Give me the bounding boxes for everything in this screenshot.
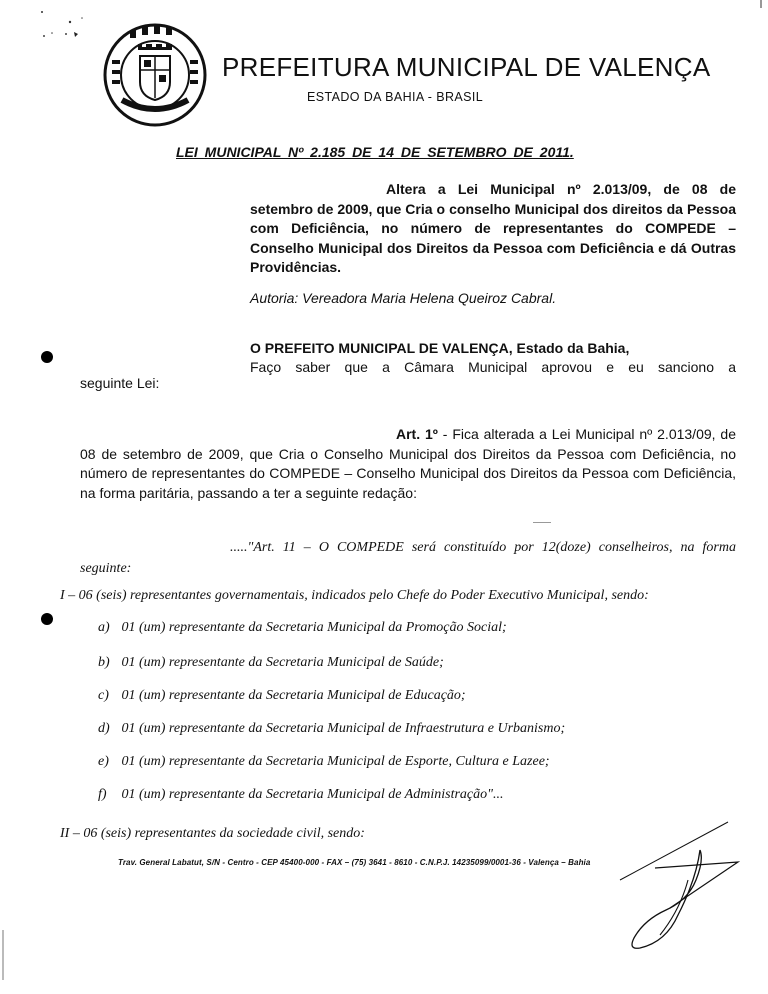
list-item-label: b) xyxy=(98,655,110,670)
inciso-1: I – 06 (seis) representantes governamentais, indicados pelo Chefe do Poder Executivo Municipal, sendo: xyxy=(60,588,649,603)
list-item-label: d) xyxy=(98,721,110,736)
municipal-seal-icon xyxy=(100,20,210,130)
header-subtitle: ESTADO DA BAHIA - BRASIL xyxy=(307,90,484,104)
handwritten-signature xyxy=(600,820,740,955)
scan-edge-mark xyxy=(760,0,762,8)
list-item-label: e) xyxy=(98,754,109,769)
list-item-text: 01 (um) representante da Secretaria Municipal de Educação; xyxy=(121,688,466,703)
preamble-line-2: Faço saber que a Câmara Municipal aprovou e eu sanciono a xyxy=(250,359,736,375)
law-summary xyxy=(250,180,736,278)
list-item-label: c) xyxy=(98,688,109,703)
scan-hole-punch xyxy=(41,613,53,625)
law-title: LEI MUNICIPAL Nº 2.185 DE 14 DE SETEMBRO DE 2011. xyxy=(176,144,574,160)
page-footer: Trav. General Labatut, S/N - Centro - CEP 45400-000 - FAX – (75) 3641 - 8610 - C.N.P.J. 14235099/0001-36 - Valença – Bahia xyxy=(118,858,591,867)
list-item xyxy=(98,721,565,737)
header-title: PREFEITURA MUNICIPAL DE VALENÇA xyxy=(222,52,711,82)
list-item-text: 01 (um) representante da Secretaria Municipal da Promoção Social; xyxy=(121,620,507,635)
list-item xyxy=(98,620,507,636)
scan-specks xyxy=(38,8,88,43)
law-author: Autoria: Vereadora Maria Helena Queiroz Cabral. xyxy=(250,290,557,306)
article-11 xyxy=(80,537,736,579)
article-1 xyxy=(80,425,736,503)
inciso-2: II – 06 (seis) representantes da sociedade civil, sendo: xyxy=(60,826,365,841)
list-item-text: 01 (um) representante da Secretaria Municipal de Esporte, Cultura e Lazee; xyxy=(121,754,550,769)
law-summary-text: Altera a Lei Municipal nº 2.013/09, de 08 de setembro de 2009, que Cria o conselho Municipal dos direitos da Pessoa com Deficiência, no número de representantes do COMPEDE – Conselho Municipal dos Direitos da Pessoa com Deficiência e dá Outras Providências. xyxy=(250,181,736,275)
list-item xyxy=(98,655,444,671)
list-item-label: a) xyxy=(98,620,110,635)
scan-edge-mark xyxy=(2,930,4,980)
list-item-text: 01 (um) representante da Secretaria Municipal de Saúde; xyxy=(121,655,444,670)
preamble-line-3: seguinte Lei: xyxy=(80,375,160,391)
article-1-text: - Fica alterada a Lei Municipal nº 2.013/09, de 08 de setembro de 2009, que Cria o Conselho Municipal dos Direitos da Pessoa com Deficiência, no número de representantes do COMPEDE – Conselho Municipal dos Direitos da Pessoa com Deficiência, na forma paritária, passando a ter a seguinte redação: xyxy=(80,426,736,501)
article-11-text: ....."Art. 11 – O COMPEDE será constituído por 12(doze) conselheiros, na forma seguinte: xyxy=(80,540,736,576)
list-item xyxy=(98,688,466,704)
list-item-text: 01 (um) representante da Secretaria Municipal de Infraestrutura e Urbanismo; xyxy=(121,721,566,736)
preamble-line-1: O PREFEITO MUNICIPAL DE VALENÇA, Estado da Bahia, xyxy=(250,340,630,356)
scan-dash xyxy=(533,522,551,523)
list-item xyxy=(98,754,550,770)
list-item-text: 01 (um) representante da Secretaria Municipal de Administração"... xyxy=(121,787,504,802)
preamble xyxy=(250,339,736,377)
list-item xyxy=(98,787,504,803)
article-1-label: Art. 1º xyxy=(396,426,438,442)
list-item-label: f) xyxy=(98,787,107,802)
scan-hole-punch xyxy=(41,351,53,363)
